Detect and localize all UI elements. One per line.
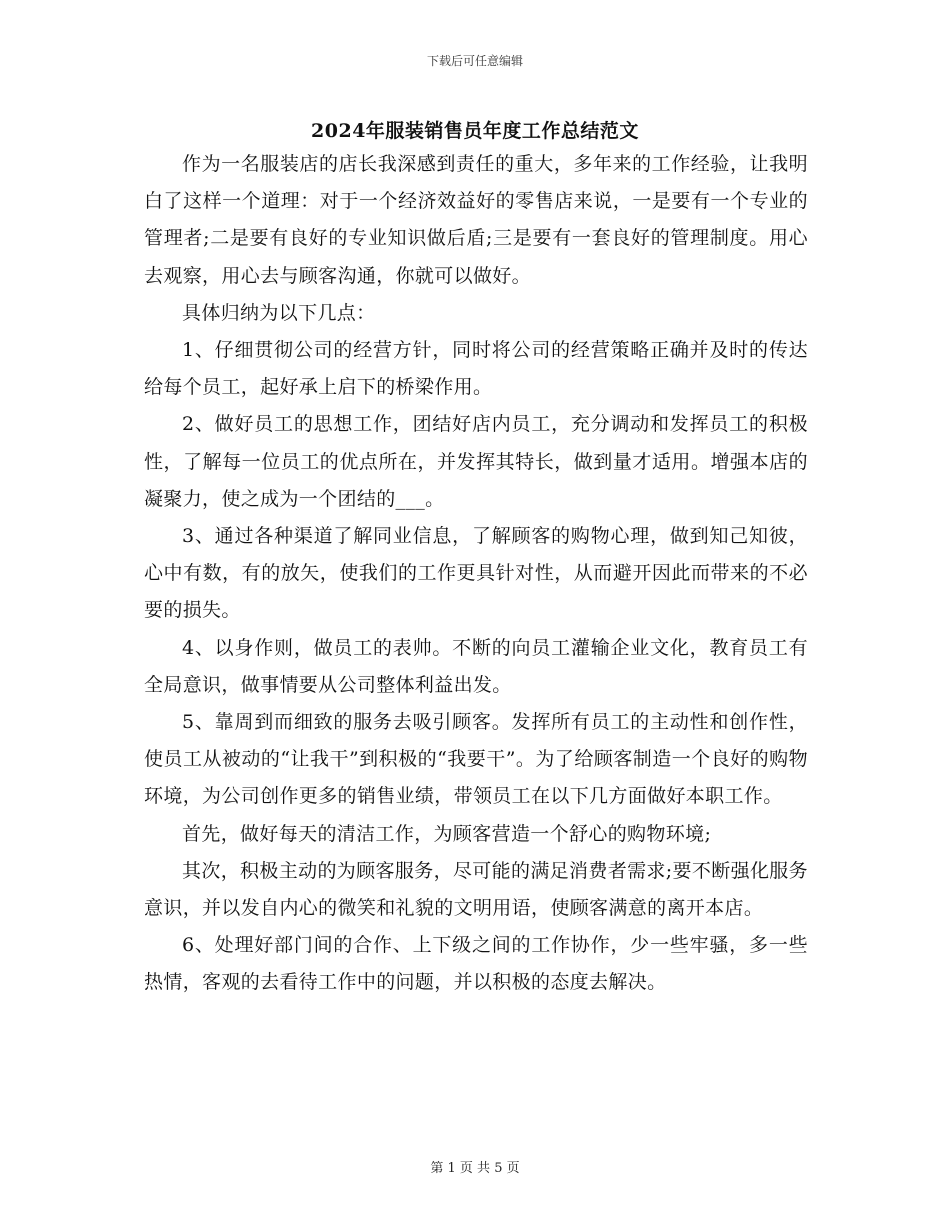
paragraph-point-1: 1、仔细贯彻公司的经营方针，同时将公司的经营策略正确并及时的传达给每个员工，起好承上启下的桥梁作用。 (144, 339, 808, 399)
paragraph-point-4: 4、以身作则，做员工的表帅。不断的向员工灌输企业文化，教育员工有全局意识，做事情要从公司整体利益出发。 (144, 636, 808, 696)
document-title: 2024年服装销售员年度工作总结范文 (311, 120, 639, 142)
paragraph-first: 首先，做好每天的清洁工作，为顾客营造一个舒心的购物环境; (182, 822, 712, 845)
paragraph-intro: 作为一名服装店的店长我深感到责任的重大，多年来的工作经验，让我明白了这样一个道理：对于一个经济效益好的零售店来说，一是要有一个专业的管理者;二是要有良好的专业知识做后盾;三是要有一套良好的管理制度。用心去观察，用心去与顾客沟通，你就可以做好。 (144, 153, 808, 287)
paragraph-summary-lead: 具体归纳为以下几点： (182, 301, 376, 324)
document-body (144, 146, 808, 1002)
page-number: 第 1 页 共 5 页 (430, 1161, 520, 1176)
paragraph-point-5: 5、靠周到而细致的服务去吸引顾客。发挥所有员工的主动性和创作性，使员工从被动的“让我干”到积极的“我要干”。为了给顾客制造一个良好的购物环境，为公司创作更多的销售业绩，带领员工在以下几方面做好本职工作。 (144, 711, 808, 808)
paragraph-point-3: 3、通过各种渠道了解同业信息，了解顾客的购物心理，做到知己知彼，心中有数，有的放矢，使我们的工作更具针对性，从而避开因此而带来的不必要的损失。 (144, 525, 808, 622)
paragraph-second: 其次，积极主动的为顾客服务，尽可能的满足消费者需求;要不断强化服务意识，并以发自内心的微笑和礼貌的文明用语，使顾客满意的离开本店。 (144, 859, 808, 920)
paragraph-point-6: 6、处理好部门间的合作、上下级之间的工作协作，少一些牢骚，多一些热情，客观的去看待工作中的问题，并以积极的态度去解决。 (144, 934, 808, 994)
page-header-note: 下载后可任意编辑 (426, 54, 523, 68)
paragraph-point-2: 2、做好员工的思想工作，团结好店内员工，充分调动和发挥员工的积极性，了解每一位员工的优点所在，并发挥其特长，做到量才适用。增强本店的凝聚力，使之成为一个团结的___。 (144, 413, 808, 510)
